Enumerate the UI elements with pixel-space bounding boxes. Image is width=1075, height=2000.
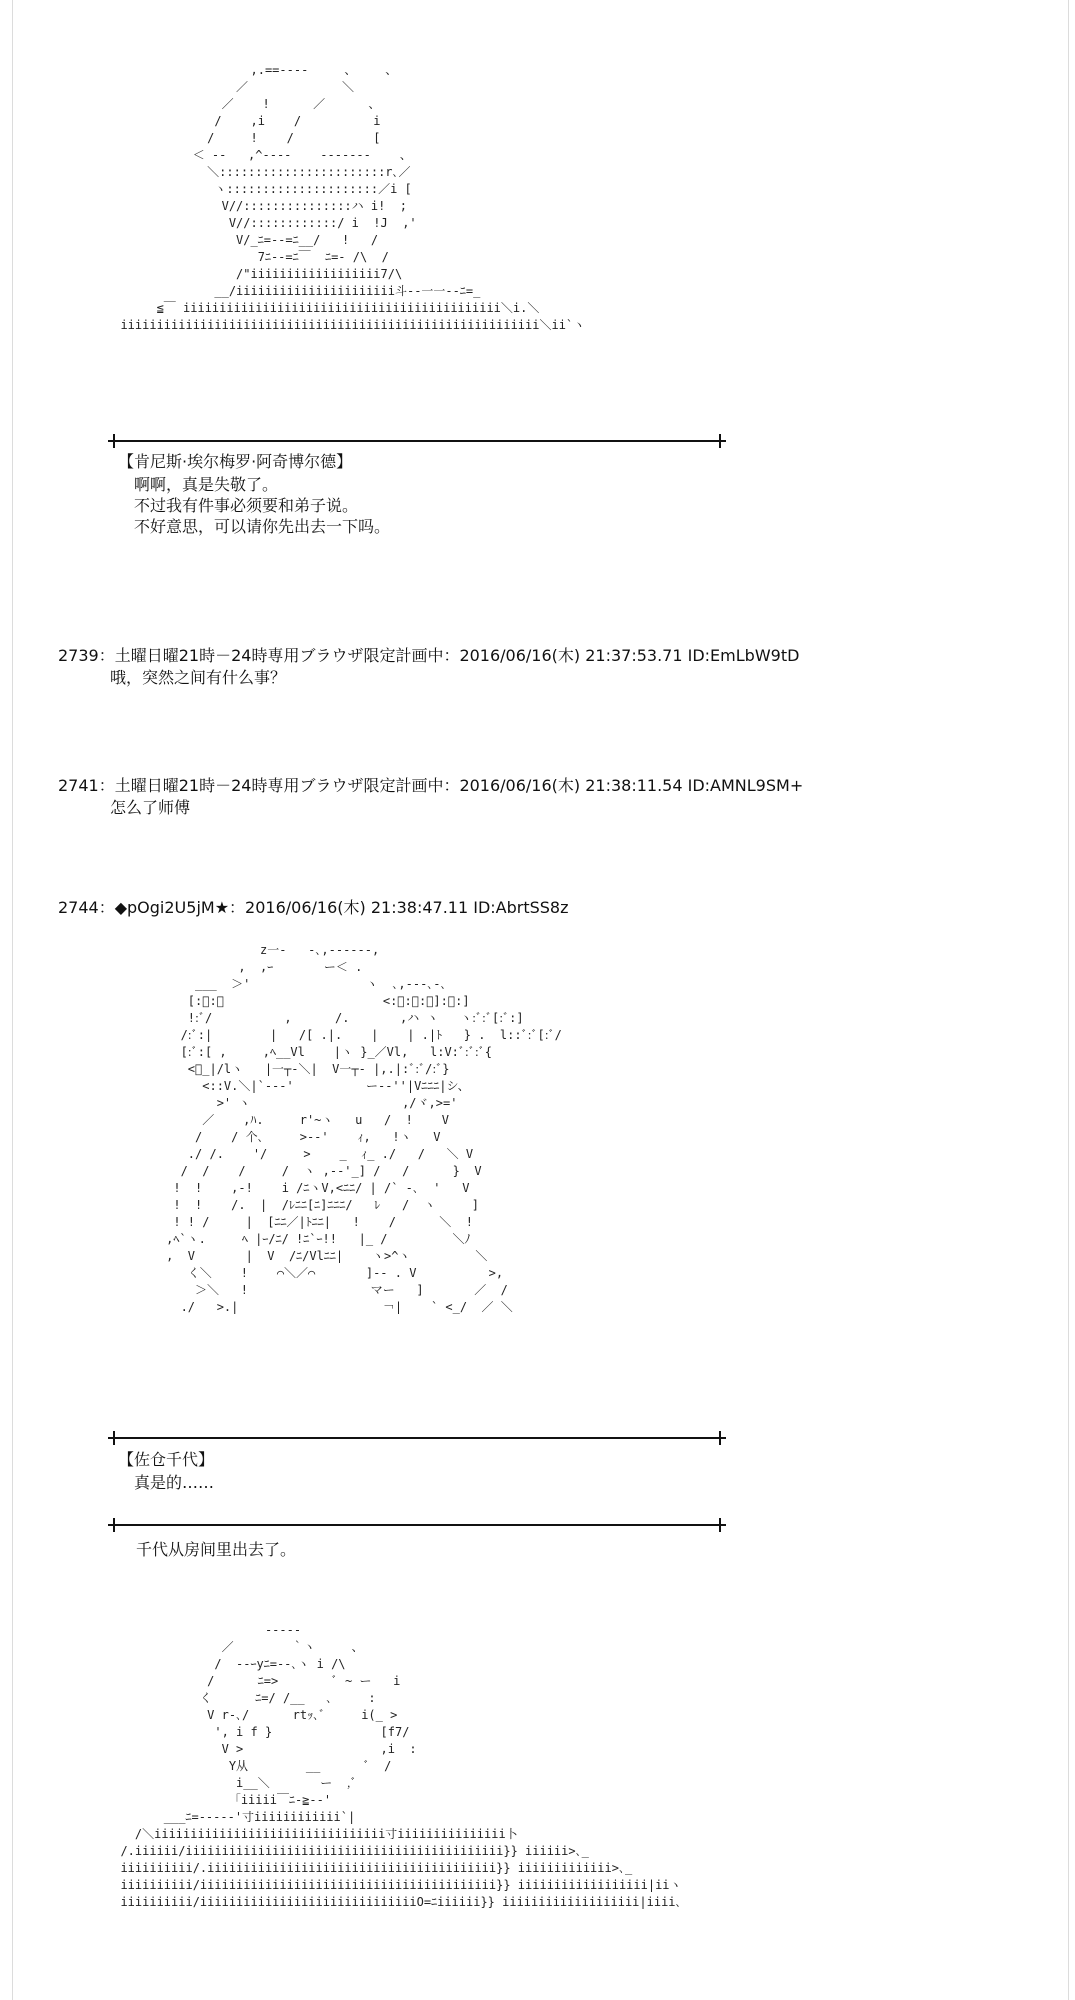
ascii-art-kayneth: ,.==---- 、 、 ／ ＼ ／ ! ／ 、 / ,i / i / ! / [ ＜ -- ,^---- ------- 、 ＼:::::::::::::::::::::::r､／ ヽ:::::::::::::::::::::／i [ V//:::::::::::::::ハ i! ; V//::::::::::::/ i !J ,' V/_ﾆ=--=ﾆ__/ ! / 7ﾆ--=ﾆ￣ ﾆ=- /\ / /"iiiiiiiiiiiiiiiiii7/\ __/iiiiiiiiiiiiiiiiiiiiii斗--一一--ﾆ=_ ≦￣ iiiiiiiiiiiiiiiiiiiiiiiiiiiiiiiiiiiiiiiiiiii＼i.＼ iiiiiiiiiiiiiiiiiiiiiiiiiiiiiiiiiiiiiiiiiiiiiiiiiiiiiiiiii＼ii`ヽ	[120, 63, 586, 332]
dialogue-line: 真是的……	[134, 1473, 215, 1492]
speaker-name: 【佐仓千代】	[118, 1450, 215, 1469]
page-border-left	[12, 0, 13, 2000]
page-border-right	[1068, 0, 1069, 2000]
post-body: 哦，突然之间有什么事？	[110, 668, 287, 687]
post-header: 2744：◆pOgi2U5jM★：2016/06/16(木) 21:38:47.11 ID:AbrtSS8z	[58, 898, 569, 917]
post-header: 2741：土曜日曜21時－24時専用ブラウザ限定計画中：2016/06/16(木) 21:38:11.54 ID:AMNL9SM+	[58, 776, 804, 795]
ascii-art-kayneth-smug: ----- ／ ｀ヽ 、 / --ｰyﾆ=--､ヽ i /\ / ﾆ=> ﾞ ~ ー i く ﾆ=/ /__ ､ : V r-､/ rtｯ､ﾞ i(_ > ', i f } [f7/ V > ,i : Y从 __ ﾞ / i__＼ ー ,ﾞ 「iiiii￣ﾆ-≧--' ___ﾆ=-----'寸iiiiiiiiiiii`| /＼iiiiiiiiiiiiiiiiiiiiiiiiiiiiiiii寸iiiiiiiiiiiiiii卜 /.iiiiii/iiiiiiiiiiiiiiiiiiiiiiiiiiiiiiiiiiiiiiiiiiii}} iiiiii>､_ iiiiiiiiii/.iiiiiiiiiiiiiiiiiiiiiiiiiiiiiiiiiiiiiiii}} iiiiiiiiiiiii>､_ iiiiiiiiii/iiiiiiiiiiiiiiiiiiiiiiiiiiiiiiiiiiiiiiiii}} iiiiiiiiiiiiiiiiii|iiヽ iiiiiiiiii/iiiiiiiiiiiiiiiiiiiiiiiiiiiiiiO=ﾆiiiiii}} iiiiiiiiiiiiiiiiiii|iiii､	[120, 1623, 682, 1909]
dialogue-lines	[134, 474, 390, 537]
post-header: 2739：土曜日曜21時－24時専用ブラウザ限定計画中：2016/06/16(木) 21:37:53.71 ID:EmLbW9tD	[58, 646, 800, 665]
dialogue-line: 啊啊，真是失敬了。	[134, 475, 279, 494]
dialogue-divider	[108, 1431, 726, 1445]
narration-divider	[108, 1518, 726, 1532]
narration-text: 千代从房间里出去了。	[136, 1540, 297, 1559]
dialogue-lines	[134, 1472, 214, 1493]
dialogue-divider	[108, 434, 726, 448]
speaker-name: 【肯尼斯·埃尔梅罗·阿奇博尔德】	[118, 452, 353, 471]
dialogue-line: 不好意思，可以请你先出去一下吗。	[134, 517, 391, 536]
dialogue-line: 不过我有件事必须要和弟子说。	[134, 496, 359, 515]
ascii-art-chiyo: z一- -､,------, , ,ｰ ー＜ . ___ ＞' ヽ ､,---､-､ [:ﾞ:／ <:ﾞ:ﾞ:ﾞ]:ﾞ:] !:ﾞ/ , /. ,ハ ヽ ヽ:ﾞ:ﾞ[:ﾞ:] /:ﾞ:| | /[ .|. | | .|ﾄ } . l::ﾞ:ﾞ[:ﾞ/ [:ﾞ:[ , ,ﾍ__Vl |ヽ }_／Vl, l:V:ﾞ:ﾞ:ﾞ{ <ﾞ_|/lヽ |一┬‐＼| V一┬‐ |,.|:ﾞ:ﾞ/:ﾞ} <::V.＼|`---' ー--''|Vﾆﾆﾆ|シ、 >' ヽ ,/ヾ,>=' ／ ,ﾊ. r'~ヽ u / ! V / / 个､ >--' ｨ, !ヽ V ./ /. '/ > _ ｨ_ ./ / ＼ V / / / / ヽ ,--'_] / / } V ! ! ,-! i /ﾆヽV,<ﾆﾆ/ | /` -､ ' V ! ! /. | /ﾚﾆﾆ[ﾆ]ﾆﾆﾆ/ ﾚ / ヽ ] ! ! / | [ﾆﾆ／|ﾄﾆﾆ| ! / ＼ ! ,ﾍ`ヽ. ﾍ |ｰ/ﾆ/ !ﾆ`ｰ!! |_ / ＼ﾉ , V | V /ﾆ/Vlﾆﾆ| ヽ>^ヽ ＼ く＼ ! ⌒＼／⌒ ]-- . V >, ＞＼ ! マー ] ／ / ./ >.| ￢| ` <_/ ／ ＼	[166, 943, 562, 1314]
post-body: 怎么了师傅	[110, 798, 191, 817]
